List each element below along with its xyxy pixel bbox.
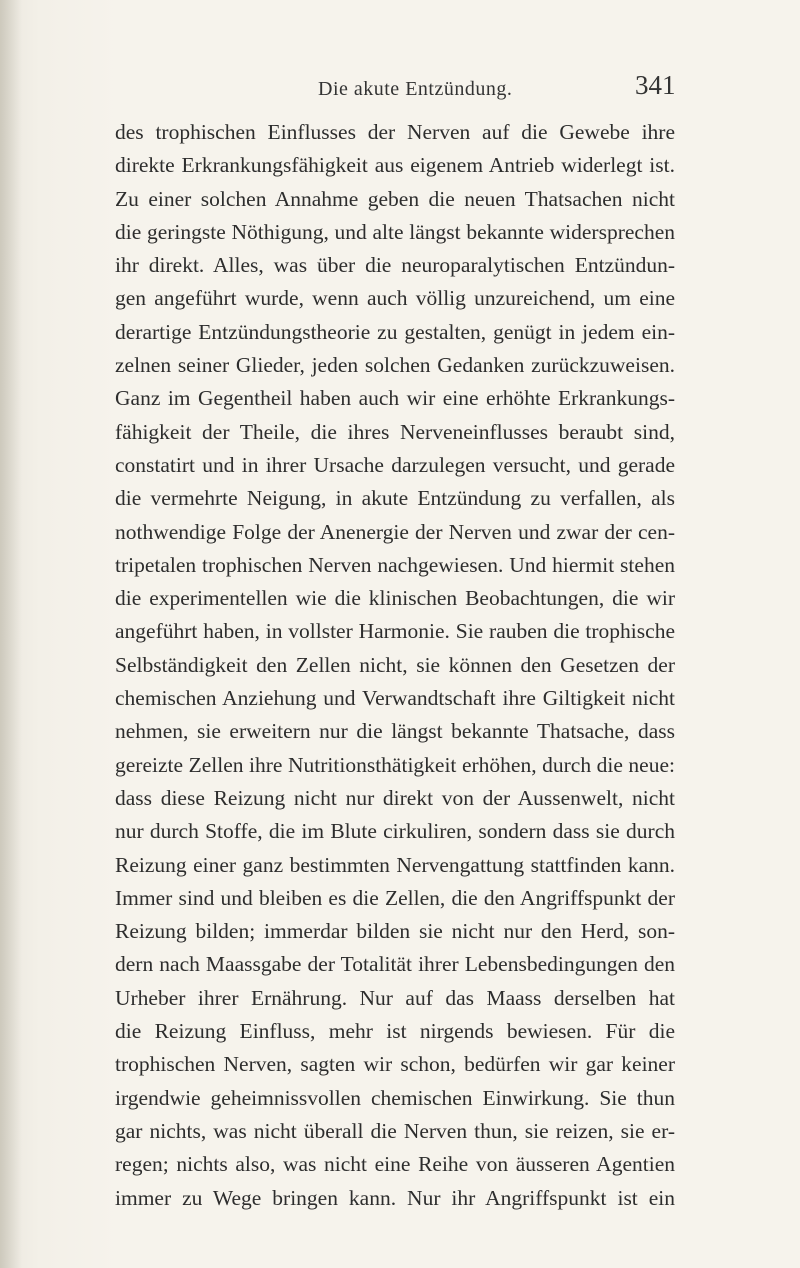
text-line: die Reizung Einfluss, mehr ist nirgends bewiesen. Für die: [115, 1019, 675, 1044]
text-line: ihr direkt. Alles, was über die neuroparalytischen Entzündun-: [115, 253, 675, 278]
text-line: zelnen seiner Glieder, jeden solchen Gedanken zurückzuweisen.: [115, 353, 675, 378]
running-head: Die akute Entzündung.: [318, 78, 513, 100]
text-line: fähigkeit der Theile, die ihres Nerveneinflusses beraubt sind,: [115, 419, 675, 444]
text-line: regen; nichts also, was nicht eine Reihe von äusseren Agentien: [115, 1152, 675, 1177]
text-line: Ganz im Gegentheil haben auch wir eine erhöhte Erkrankungs-: [115, 386, 675, 411]
text-line: gereizte Zellen ihre Nutritionsthätigkeit erhöhen, durch die neue:: [115, 752, 675, 777]
page-number: 341: [635, 70, 676, 100]
text-line: trophischen Nerven, sagten wir schon, bedürfen wir gar keiner: [115, 1052, 675, 1077]
text-line: gen angeführt wurde, wenn auch völlig unzureichend, um eine: [115, 286, 675, 311]
text-line: Urheber ihrer Ernährung. Nur auf das Maass derselben hat: [115, 985, 675, 1010]
text-line: irgendwie geheimnissvollen chemischen Einwirkung. Sie thun: [115, 1085, 675, 1110]
text-line: nothwendige Folge der Anenergie der Nerven und zwar der cen-: [115, 519, 675, 544]
text-line: direkte Erkrankungsfähigkeit aus eigenem Antrieb widerlegt ist.: [115, 153, 675, 178]
text-line: dern nach Maassgabe der Totalität ihrer Lebensbedingungen den: [115, 952, 675, 977]
text-line: des trophischen Einflusses der Nerven auf die Gewebe ihre: [115, 120, 675, 144]
text-line: Immer sind und bleiben es die Zellen, die den Angriffspunkt der: [115, 885, 675, 910]
text-line: die geringste Nöthigung, und alte längst bekannte widersprechen: [115, 219, 675, 244]
text-line: Reizung bilden; immerdar bilden sie nicht nur den Herd, son-: [115, 919, 675, 944]
page-header: [0, 68, 800, 108]
text-line: derartige Entzündungstheorie zu gestalten, genügt in jedem ein-: [115, 319, 675, 344]
text-line: angeführt haben, in vollster Harmonie. Sie rauben die trophische: [115, 619, 675, 644]
text-line: Zu einer solchen Annahme geben die neuen Thatsachen nicht: [115, 186, 675, 211]
text-line: immer zu Wege bringen kann. Nur ihr Angriffspunkt ist ein: [115, 1185, 675, 1210]
text-line: gar nichts, was nicht überall die Nerven thun, sie reizen, sie er-: [115, 1118, 675, 1143]
text-line: die vermehrte Neigung, in akute Entzündung zu verfallen, als: [115, 486, 675, 511]
text-line: tripetalen trophischen Nerven nachgewiesen. Und hiermit stehen: [115, 552, 675, 577]
spine-shadow: [0, 0, 22, 1268]
text-line: nur durch Stoffe, die im Blute cirkuliren, sondern dass sie durch: [115, 819, 675, 844]
text-line: die experimentellen wie die klinischen Beobachtungen, die wir: [115, 586, 675, 611]
text-line: chemischen Anziehung und Verwandtschaft ihre Giltigkeit nicht: [115, 686, 675, 711]
text-line: nehmen, sie erweitern nur die längst bekannte Thatsache, dass: [115, 719, 675, 744]
body-text: [115, 116, 675, 1215]
text-line: constatirt und in ihrer Ursache darzulegen versucht, und gerade: [115, 452, 675, 477]
text-line: dass diese Reizung nicht nur direkt von der Aussenwelt, nicht: [115, 785, 675, 810]
text-line: Selbständigkeit den Zellen nicht, sie können den Gesetzen der: [115, 652, 675, 677]
text-line: Reizung einer ganz bestimmten Nervengattung stattfinden kann.: [115, 852, 675, 877]
